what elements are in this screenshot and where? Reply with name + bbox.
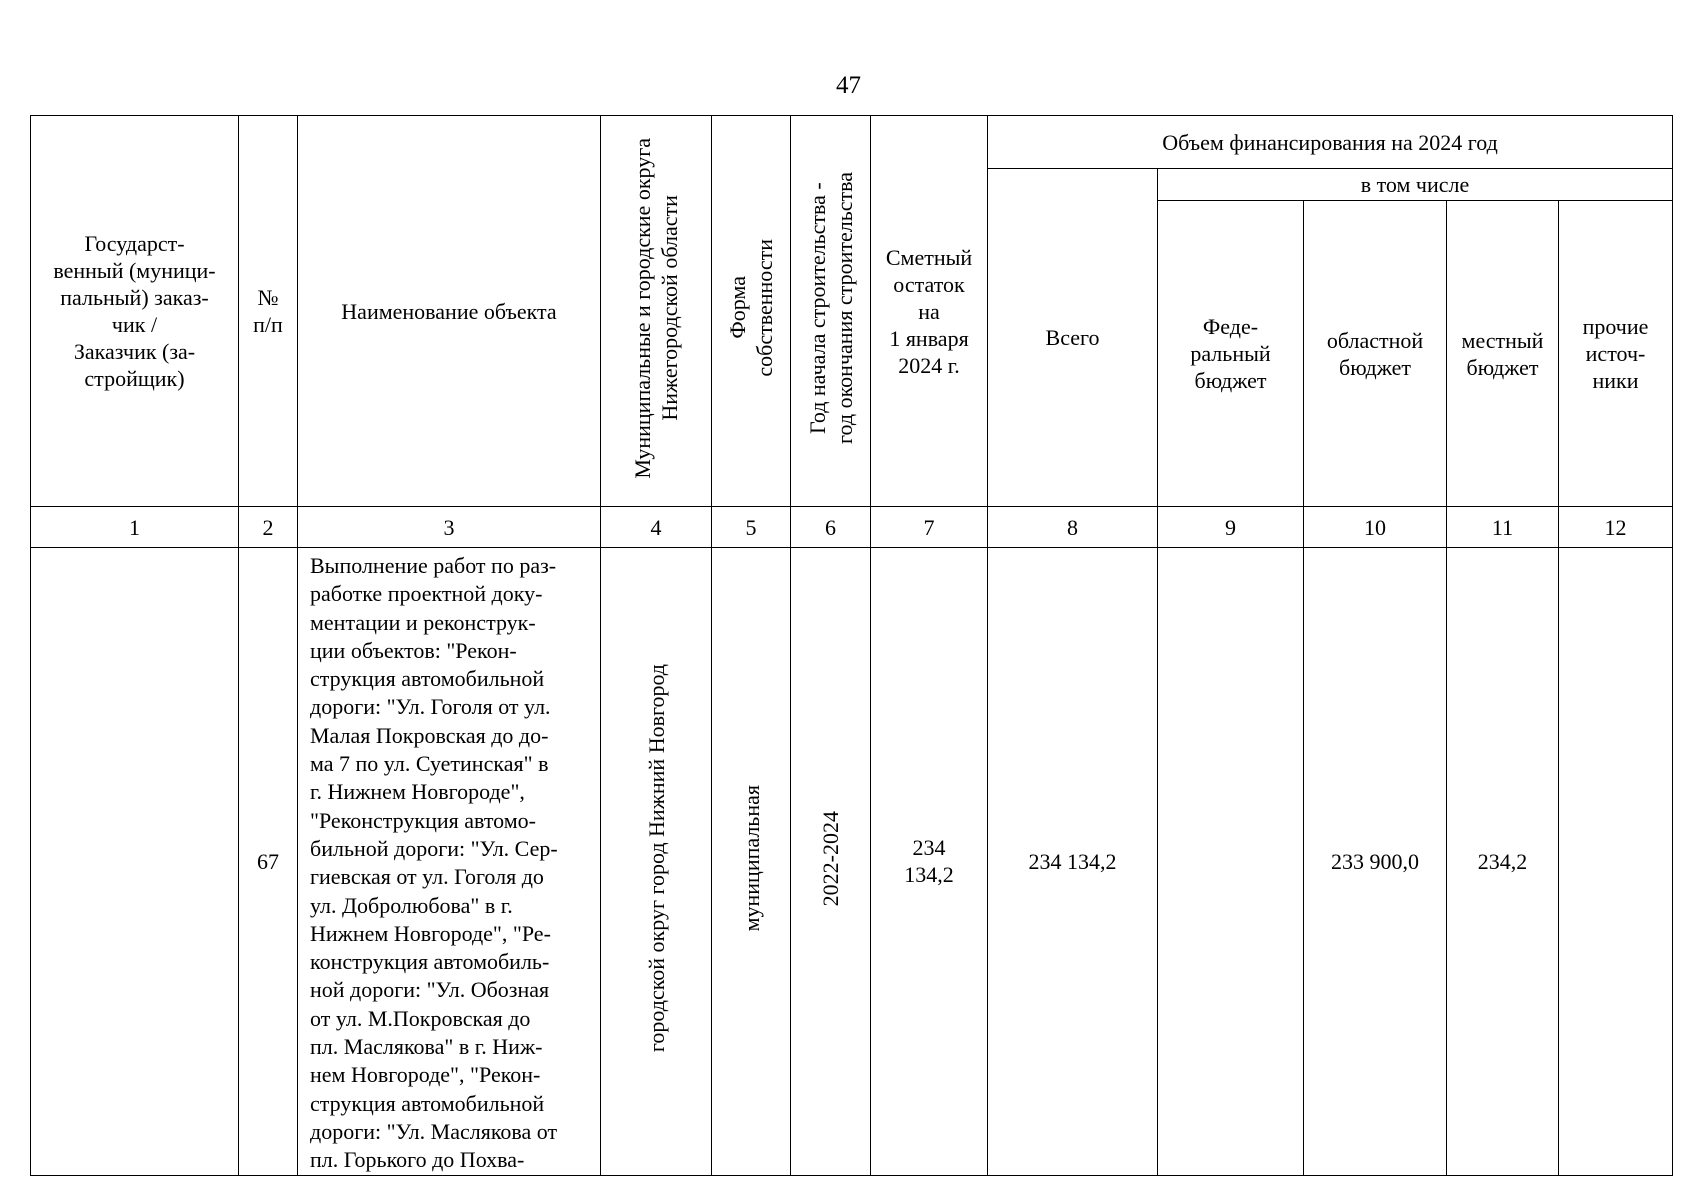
header-municipality-text: Муниципальные и городские округа Нижегородской области: [630, 137, 682, 479]
row-municipality: [601, 548, 712, 1176]
header-local-text: местный бюджет: [1461, 327, 1544, 380]
column-number: 4: [601, 507, 712, 548]
header-estimate-balance: [871, 116, 988, 507]
header-customer-text: Государст- венный (муници- пальный) заказ- чик / Заказчик (за- стройщик): [53, 231, 216, 391]
column-number: 3: [298, 507, 601, 548]
financing-table: [30, 115, 1673, 1176]
row-local: 234,2: [1447, 548, 1559, 1176]
row-ownership: [712, 548, 791, 1176]
column-number: 1: [31, 507, 239, 548]
row-object-name-text: Выполнение работ по раз- работке проектной доку- ментации и реконструк- ции объектов: "Рекон- струкция автомобильной дороги: "Ул. Гоголя от ул. Малая Покровская до до- ма 7 по ул. Суетинская" в г. Нижнем Новгороде", "Реконструкция автомо- бильной дороги: "Ул. Сер- гиевская от ул. Гоголя до ул. Добролюбова" в г. Нижнем Новгороде", "Ре- конструкция автомобиль- ной дороги: "Ул. Обозная от ул. М.Покровская до пл. Маслякова" в г. Ниж- нем Новгороде", "Рекон- струкция автомобильной дороги: "Ул. Маслякова от пл. Горького до Похва-: [310, 553, 558, 1173]
table-row: [31, 548, 1673, 1176]
header-total: [988, 169, 1158, 507]
header-years: [791, 116, 871, 507]
column-number: 9: [1158, 507, 1304, 548]
column-number: 10: [1304, 507, 1447, 548]
row-regional: 233 900,0: [1304, 548, 1447, 1176]
header-total-text: Всего: [1045, 325, 1100, 350]
header-ownership-text: Форма собственности: [725, 239, 777, 377]
row-years-text: 2022-2024: [818, 810, 843, 906]
header-municipality: [601, 116, 712, 507]
header-local: [1447, 201, 1559, 507]
column-number: 5: [712, 507, 791, 548]
row-estimate-balance-text: 234 134,2: [904, 835, 954, 888]
header-funding-volume-text: Объем финансирования на 2024 год: [1162, 129, 1498, 155]
row-total: 234 134,2: [988, 548, 1158, 1176]
header-object-name-text: Наименование объекта: [341, 298, 557, 324]
header-regional: [1304, 201, 1447, 507]
header-federal-text: Феде- ральный бюджет: [1190, 314, 1271, 393]
header-including: [1158, 169, 1673, 201]
row-customer: [31, 548, 239, 1176]
header-other: [1559, 201, 1673, 507]
column-number-row: [31, 507, 1673, 548]
header-customer: [31, 116, 239, 507]
column-number: 8: [988, 507, 1158, 548]
row-estimate-balance: [871, 548, 988, 1176]
header-ownership: [712, 116, 791, 507]
page-number: 47: [836, 72, 861, 99]
header-number: [239, 116, 298, 507]
header-estimate-balance-text: Сметный остаток на 1 января 2024 г.: [885, 244, 973, 378]
header-object-name: [298, 116, 601, 507]
header-regional-text: областной бюджет: [1326, 327, 1424, 380]
header-federal: [1158, 201, 1304, 507]
column-number: 7: [871, 507, 988, 548]
header-other-text: прочие источ- ники: [1582, 314, 1649, 393]
row-number: 67: [239, 548, 298, 1176]
header-row-1: [31, 116, 1673, 169]
column-number: 12: [1559, 507, 1673, 548]
row-ownership-text: муниципальная: [738, 785, 764, 932]
row-years: [791, 548, 871, 1176]
row-other: [1559, 548, 1673, 1176]
header-including-text: в том числе: [1360, 172, 1470, 197]
header-funding-volume: [988, 116, 1673, 169]
row-municipality-text: городской округ город Нижний Новгород: [643, 664, 669, 1053]
column-number: 2: [239, 507, 298, 548]
column-number: 6: [791, 507, 871, 548]
column-number: 11: [1447, 507, 1559, 548]
row-object-name: [298, 548, 601, 1176]
header-number-text: № п/п: [253, 285, 283, 337]
header-years-text: Год начала строительства - год окончания строительства: [804, 172, 857, 444]
row-federal: [1158, 548, 1304, 1176]
